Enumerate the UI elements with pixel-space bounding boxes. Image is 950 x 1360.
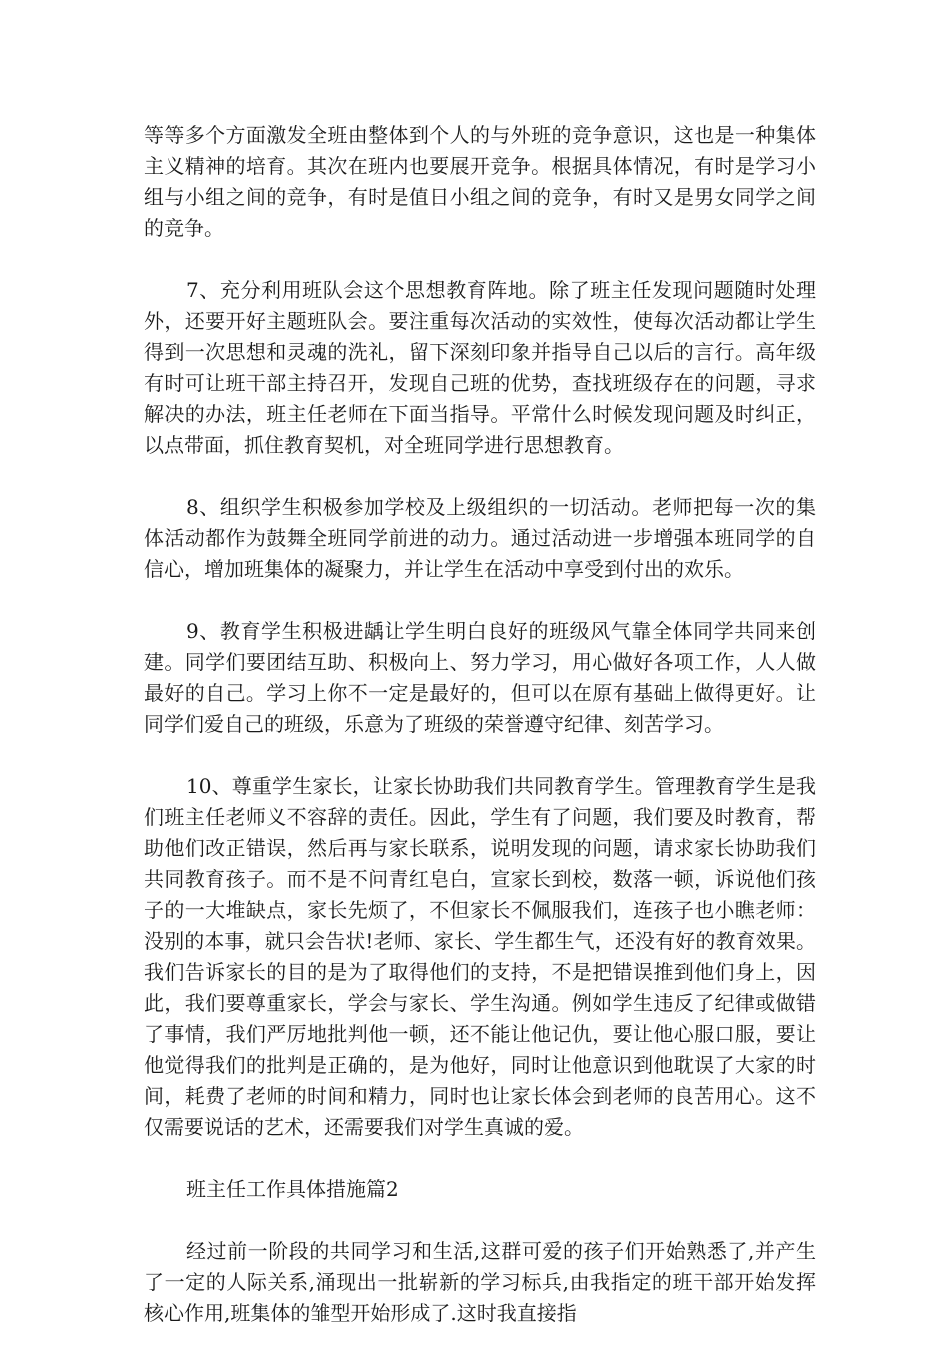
paragraph-item-10: 10、尊重学生家长，让家长协助我们共同教育学生。管理教育学生是我们班主任老师义不容辞的责任。因此，学生有了问题，我们要及时教育，帮助他们改正错误，然后再与家长联系，说明发现的问题，请求家长协助我们共同教育孩子。而不是不问青红皂白，宣家长到校，数落一顿，诉说他们孩子的一大堆缺点，家长先烦了，不但家长不佩服我们，连孩子也小瞧老师：没别的本事，就只会告状!老师、家长、学生都生气，还没有好的教育效果。我们告诉家长的目的是为了取得他们的支持，不是把错误推到他们身上，因此，我们要尊重家长，学会与家长、学生沟通。例如学生违反了纪律或做错了事情，我们严厉地批判他一顿，还不能让他记仇，要让他心服口服，要让他觉得我们的批判是正确的，是为他好，同时让他意识到他耽误了大家的时间，耗费了老师的时间和精力，同时也让家长体会到老师的良苦用心。这不仅需要说话的艺术，还需要我们对学生真诚的爱。: [144, 774, 816, 1139]
paragraph-item-9: 9、教育学生积极进龋让学生明白良好的班级风气靠全体同学共同来创建。同学们要团结互助、积极向上、努力学习，用心做好各项工作，人人做最好的自己。学习上你不一定是最好的，但可以在原有基础上做得更好。让同学们爱自己的班级，乐意为了班级的荣誉遵守纪律、刻苦学习。: [144, 619, 816, 736]
section-heading: 班主任工作具体措施篇2: [186, 1177, 399, 1201]
paragraph-section-2-intro: 经过前一阶段的共同学习和生活,这群可爱的孩子们开始熟悉了,并产生了一定的人际关系,涌现出一批崭新的学习标兵,由我指定的班干部开始发挥核心作用,班集体的雏型开始形成了.这时我直接指: [144, 1239, 816, 1325]
paragraph-continued: 等等多个方面激发全班由整体到个人的与外班的竞争意识，这也是一种集体主义精神的培育。其次在班内也要展开竞争。根据具体情况，有时是学习小组与小组之间的竞争，有时是值日小组之间的竞争，有时又是男女同学之间的竞争。: [144, 123, 816, 240]
paragraph-item-7: 7、充分利用班队会这个思想教育阵地。除了班主任发现问题随时处理外，还要开好主题班队会。要注重每次活动的实效性，使每次活动都让学生得到一次思想和灵魂的洗礼，留下深刻印象并指导自己以后的言行。高年级有时可让班干部主持召开，发现自己班的优势，查找班级存在的问题，寻求解决的办法，班主任老师在下面当指导。平常什么时候发现问题及时纠正，以点带面，抓住教育契机，对全班同学进行思想教育。: [144, 278, 816, 457]
document-body: [144, 120, 816, 1360]
paragraph-item-8: 8、组织学生积极参加学校及上级组织的一切活动。老师把每一次的集体活动都作为鼓舞全班同学前进的动力。通过活动进一步增强本班同学的自信心，增加班集体的凝聚力，并让学生在活动中享受到付出的欢乐。: [144, 495, 816, 581]
